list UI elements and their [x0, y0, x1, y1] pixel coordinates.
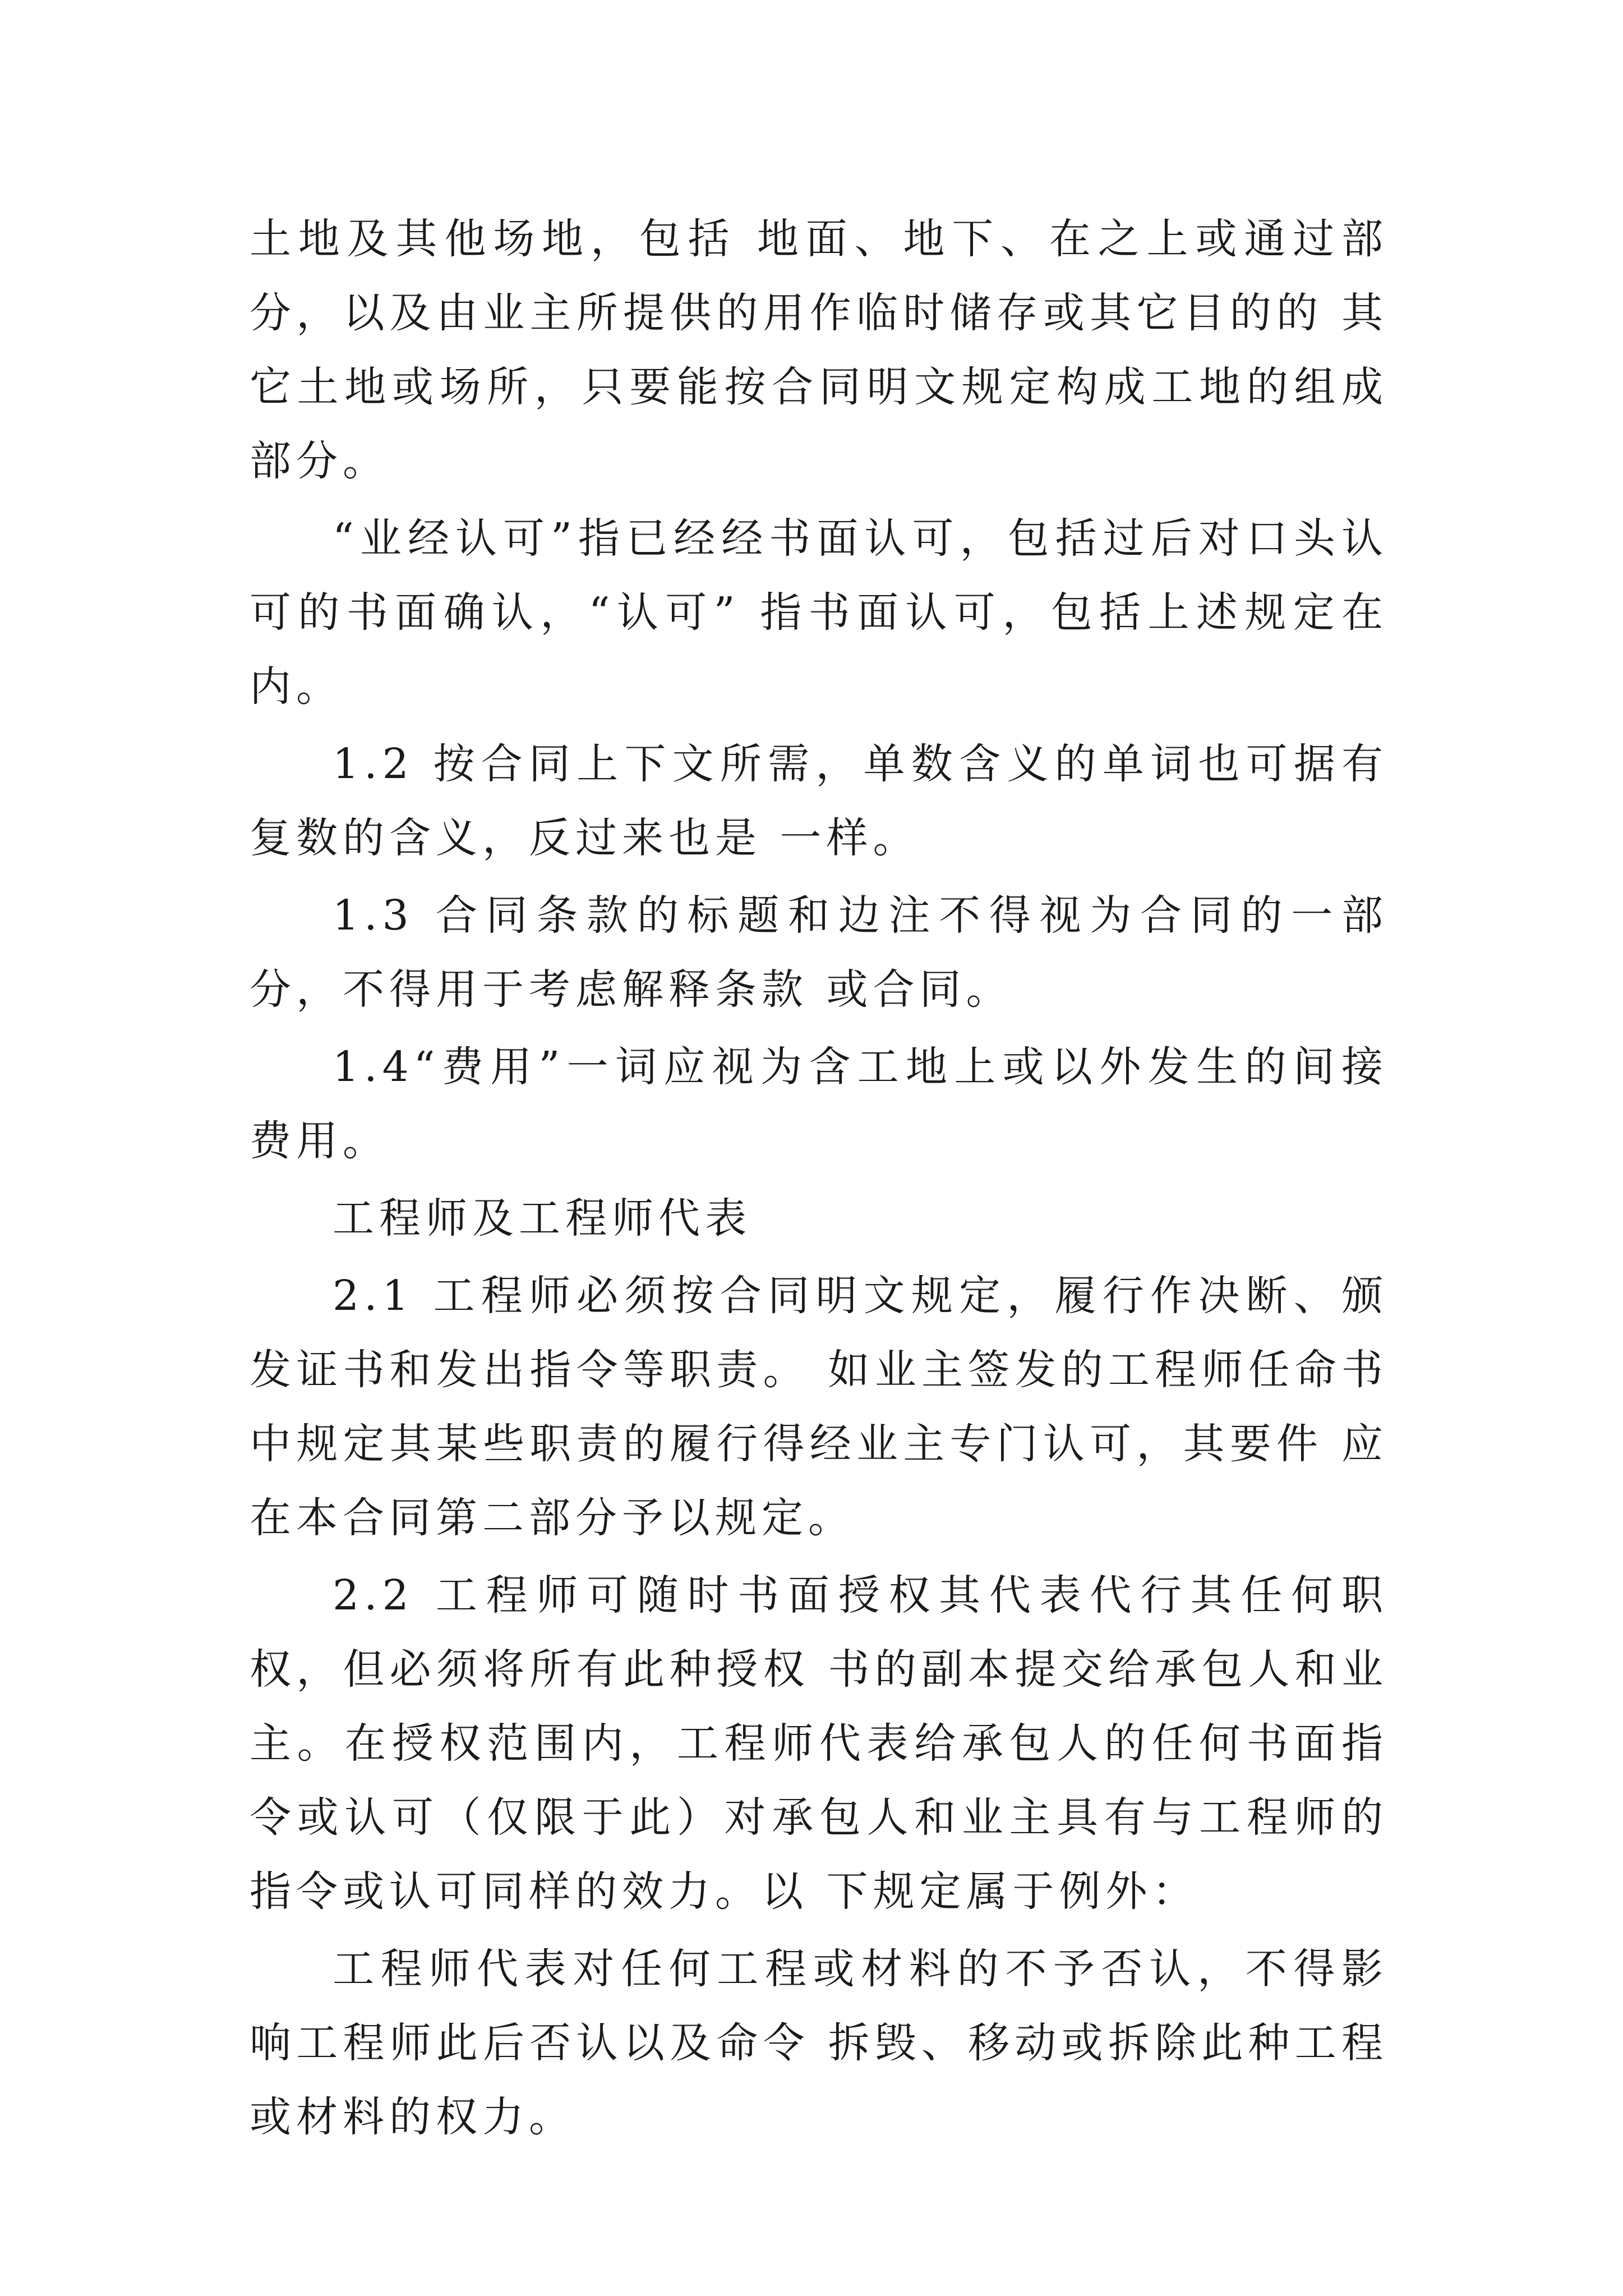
paragraph-site-definition: 土地及其他场地，包括 地面、地下、在之上或通过部分，以及由业主所提供的用作临时储存或其它目的的 其它土地或场所，只要能按合同明文规定构成工地的组成部分。: [250, 215, 1388, 485]
paragraph-exception: 工程师代表对任何工程或材料的不予否认，不得影响工程师此后否认以及命令 拆毁、移动或拆除此种工程或材料的权力。: [250, 1945, 1388, 2141]
paragraph-approved-definition: “业经认可”指已经经书面认可，包括过后对口头认可的书面确认，“认可” 指书面认可，包括上述规定在内。: [250, 514, 1388, 711]
paragraph-clause-1-4: 1.4“费用”一词应视为含工地上或以外发生的间接费用。: [250, 1043, 1388, 1165]
paragraph-clause-1-2: 1.2 按合同上下文所需，单数含义的单词也可据有复数的含义，反过来也是 一样。: [250, 740, 1388, 862]
paragraph-clause-2-1: 2.1 工程师必须按合同明文规定，履行作决断、颁发证书和发出指令等职责。 如业主签发的工程师任命书中规定其某些职责的履行得经业主专门认可，其要件 应在本合同第二部分予以规定。: [250, 1272, 1388, 1542]
section-heading-engineer: 工程师及工程师代表: [333, 1194, 751, 1243]
paragraph-clause-1-3: 1.3 合同条款的标题和边注不得视为合同的一部分，不得用于考虑解释条款 或合同。: [250, 891, 1388, 1014]
document-body: [250, 202, 1388, 2157]
paragraph-clause-2-2: 2.2 工程师可随时书面授权其代表代行其任何职权，但必须将所有此种授权 书的副本提交给承包人和业主。在授权范围内，工程师代表给承包人的任何书面指 令或认可（仅限于此）对承包人和业主具有与工程师的指令或认可同样的效力。以 下规定属于例外：: [250, 1571, 1388, 1916]
